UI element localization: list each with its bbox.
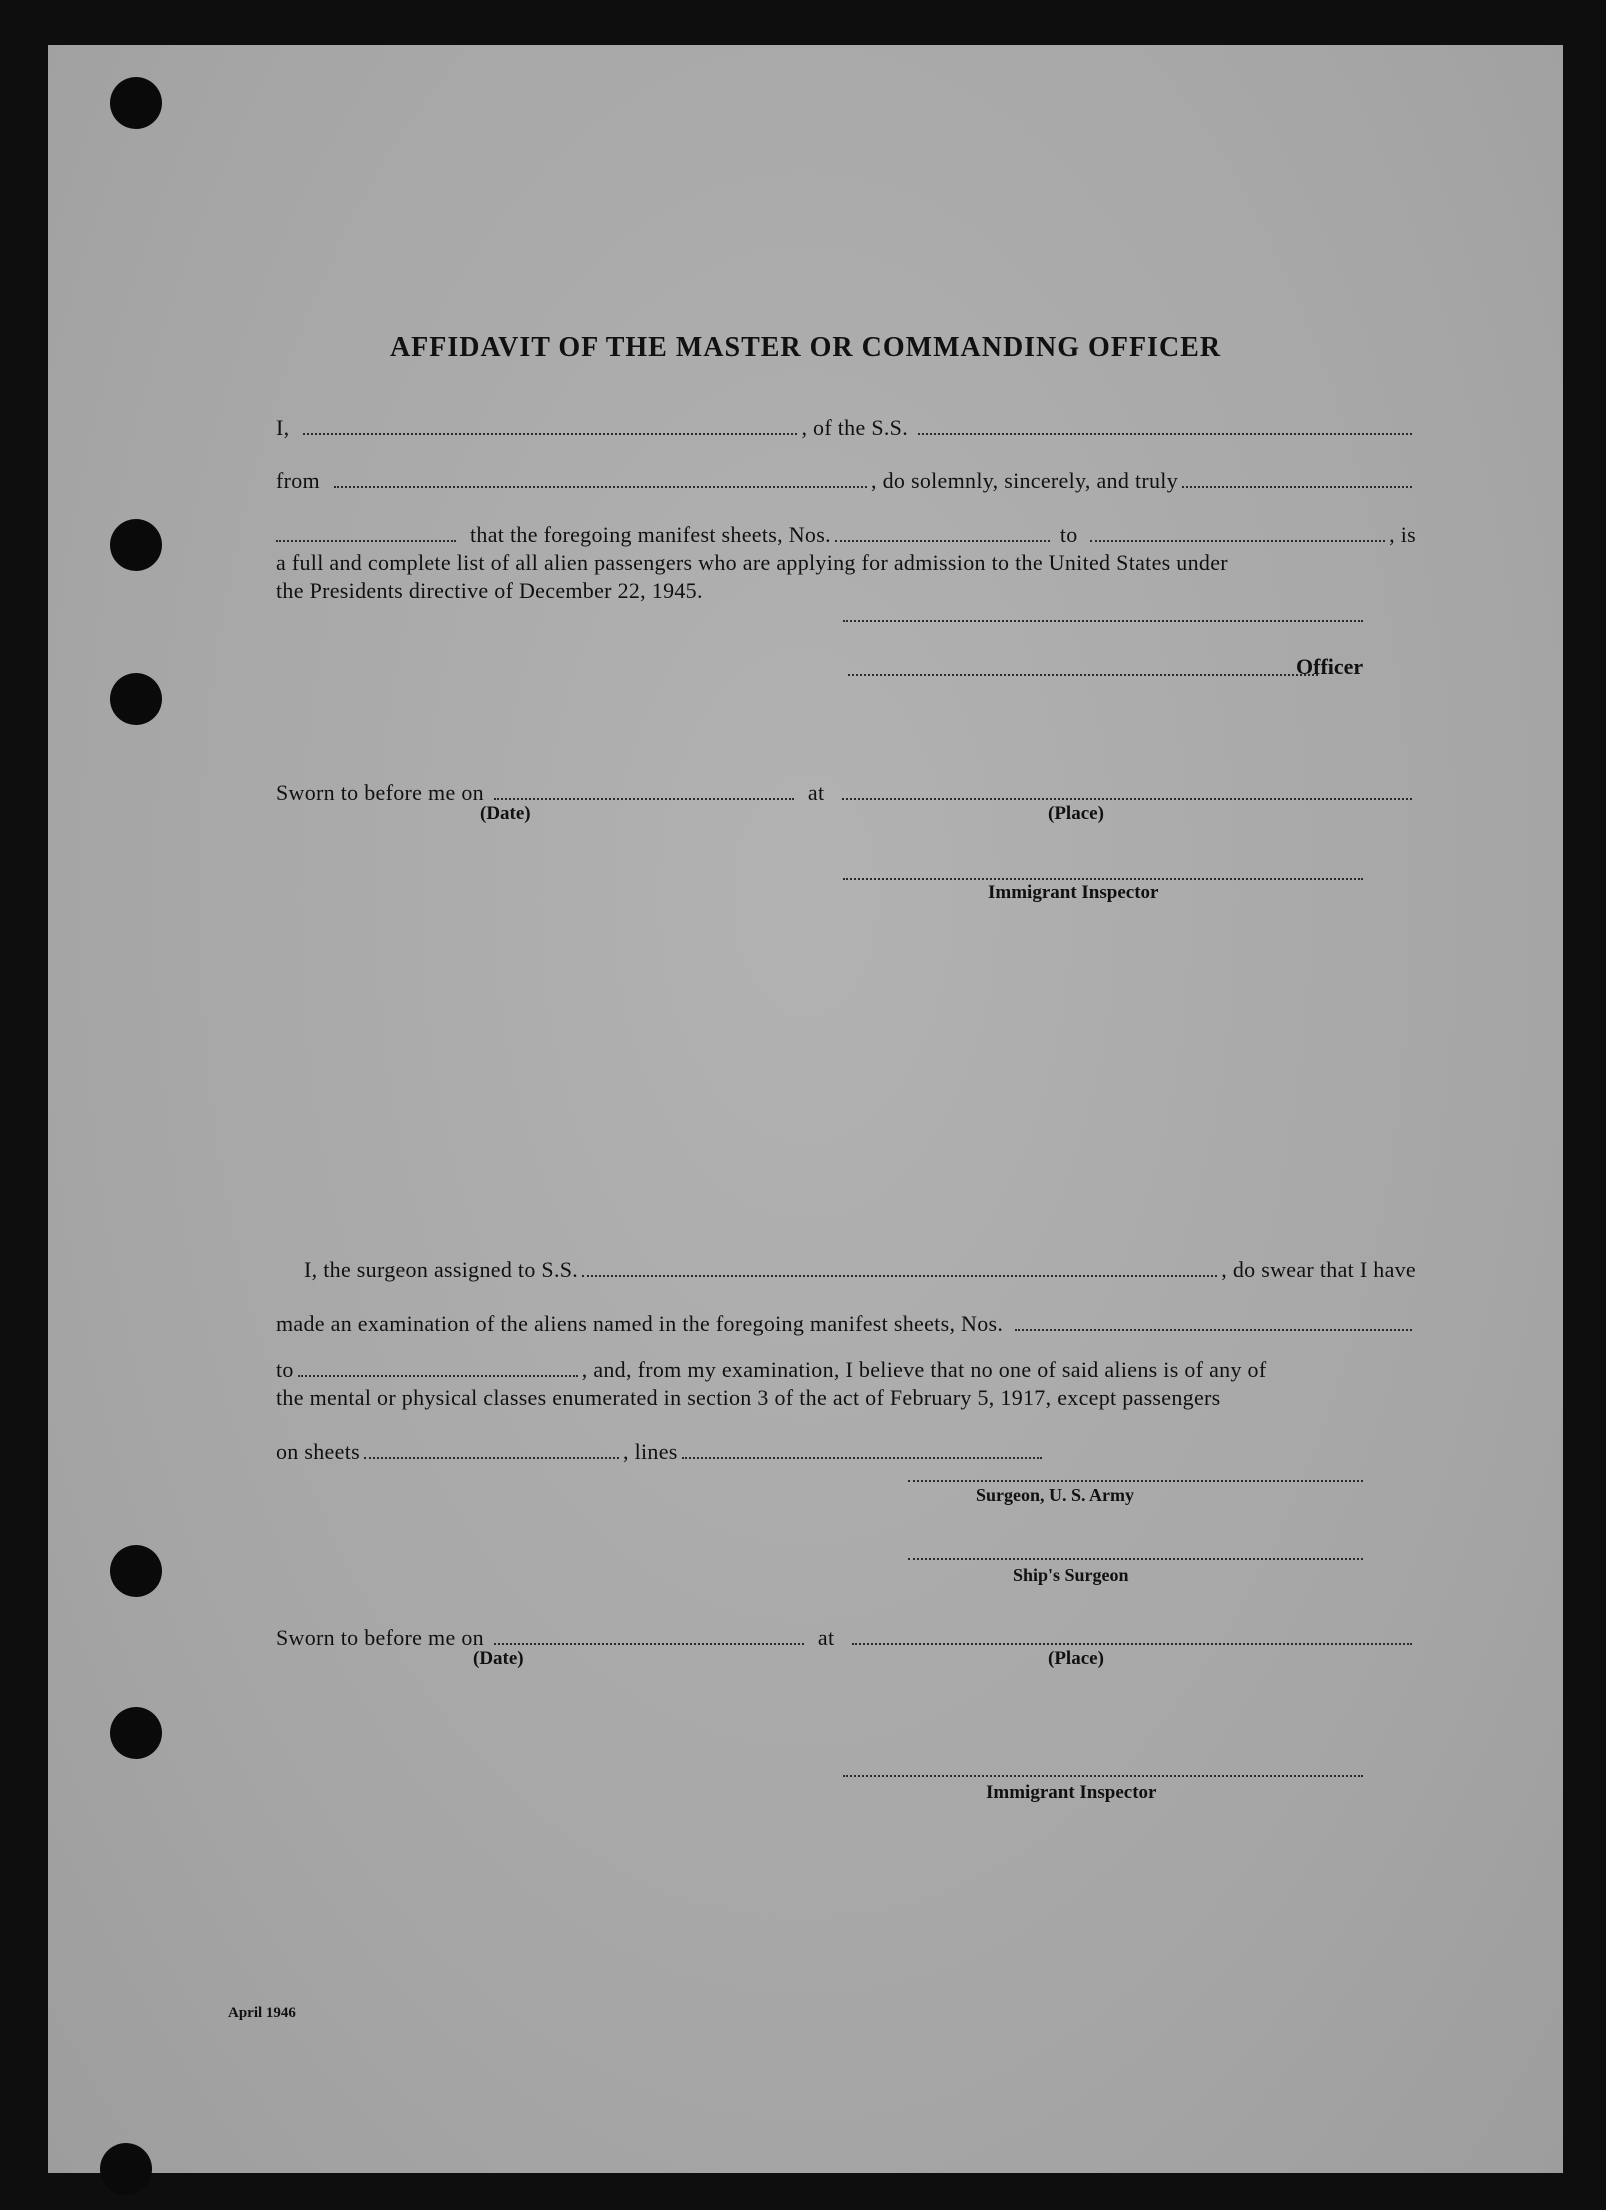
pronoun-label: I,	[276, 415, 290, 440]
surgeon-date-caption: (Date)	[473, 1648, 524, 1669]
army-surgeon-signature-line[interactable]	[908, 1480, 1363, 1482]
surgeon-sheet-from-field[interactable]	[1015, 1323, 1412, 1331]
master-statement-2: the Presidents directive of December 22, 1945.	[276, 578, 703, 603]
officer-signature-line[interactable]	[848, 674, 1318, 676]
surgeon-line-1	[304, 1257, 1416, 1283]
master-line-2	[276, 468, 1416, 494]
surgeon-sheet-to-field[interactable]	[298, 1369, 578, 1377]
oath-continued-field[interactable]	[276, 534, 456, 542]
master-statement-1: a full and complete list of all alien passengers who are applying for admission to the United States under	[276, 550, 1228, 575]
form-page	[48, 45, 1563, 2173]
to-label: to	[1059, 522, 1078, 547]
surgeon-to-label: to	[276, 1357, 294, 1382]
master-name-field[interactable]	[303, 427, 797, 435]
lines-label: , lines	[622, 1439, 678, 1464]
swear-label: , do solemnly, sincerely, and truly	[870, 468, 1178, 493]
place-caption: (Place)	[1048, 803, 1104, 824]
surgeon-line-5	[276, 1439, 1416, 1465]
sworn-place-field[interactable]	[842, 792, 1412, 800]
surgeon-sworn-place-field[interactable]	[852, 1637, 1412, 1645]
form-title: AFFIDAVIT OF THE MASTER OR COMMANDING OFFICER	[389, 332, 1222, 363]
from-label: from	[276, 468, 320, 493]
surgeon-ship-field[interactable]	[582, 1269, 1217, 1277]
master-line-1	[276, 415, 1416, 441]
ship-surgeon-signature-line[interactable]	[908, 1558, 1363, 1560]
exception-lines-field[interactable]	[682, 1451, 1042, 1459]
surgeon-place-caption: (Place)	[1048, 1648, 1104, 1669]
sheet-to-field[interactable]	[1090, 534, 1386, 542]
surgeon-sworn-date-field[interactable]	[494, 1637, 804, 1645]
punch-hole	[100, 2143, 152, 2195]
surgeon-inspector-signature-line[interactable]	[843, 1775, 1363, 1777]
ship-surgeon-label: Ship's Surgeon	[1013, 1565, 1129, 1585]
master-sworn-line	[276, 780, 1416, 806]
manifest-label: that the foregoing manifest sheets, Nos.	[470, 522, 831, 547]
surgeon-inspector-label: Immigrant Inspector	[986, 1782, 1157, 1803]
sworn-label: Sworn to before me on	[276, 780, 484, 805]
sheets-label: on sheets	[276, 1439, 360, 1464]
ship-name-field[interactable]	[918, 427, 1412, 435]
ship-label: , of the S.S.	[801, 415, 909, 440]
surgeon-exam-label: made an examination of the aliens named in the foregoing manifest sheets, Nos.	[276, 1311, 1004, 1336]
punch-hole	[110, 673, 162, 725]
inspector-label: Immigrant Inspector	[988, 882, 1159, 903]
signature-line[interactable]	[843, 620, 1363, 622]
surgeon-sworn-line	[276, 1625, 1416, 1651]
at-label: at	[807, 780, 825, 805]
sheet-from-field[interactable]	[835, 534, 1050, 542]
surgeon-swear-label: , do swear that I have	[1221, 1257, 1416, 1282]
is-label: , is	[1389, 522, 1416, 547]
surgeon-intro-label: I, the surgeon assigned to S.S.	[304, 1257, 579, 1282]
officer-label: Officer	[1296, 654, 1364, 679]
surgeon-finding-label: , and, from my examination, I believe that no one of said aliens is of any of	[581, 1357, 1267, 1382]
inspector-signature-line[interactable]	[843, 878, 1363, 880]
punch-hole	[110, 519, 162, 571]
surgeon-at-label: at	[817, 1625, 835, 1650]
from-port-field[interactable]	[334, 480, 867, 488]
exception-sheets-field[interactable]	[364, 1451, 619, 1459]
surgeon-statement: the mental or physical classes enumerated in section 3 of the act of February 5, 1917, except passengers	[276, 1385, 1221, 1410]
oath-field[interactable]	[1182, 480, 1412, 488]
date-caption: (Date)	[480, 803, 531, 824]
surgeon-line-2	[276, 1311, 1416, 1337]
form-date: April 1946	[228, 2005, 296, 2021]
punch-hole	[110, 1545, 162, 1597]
army-surgeon-label: Surgeon, U. S. Army	[976, 1485, 1135, 1505]
surgeon-line-3	[276, 1357, 1416, 1383]
surgeon-sworn-label: Sworn to before me on	[276, 1625, 484, 1650]
punch-hole	[110, 1707, 162, 1759]
sworn-date-field[interactable]	[494, 792, 794, 800]
master-line-3	[276, 522, 1416, 548]
punch-hole	[110, 77, 162, 129]
